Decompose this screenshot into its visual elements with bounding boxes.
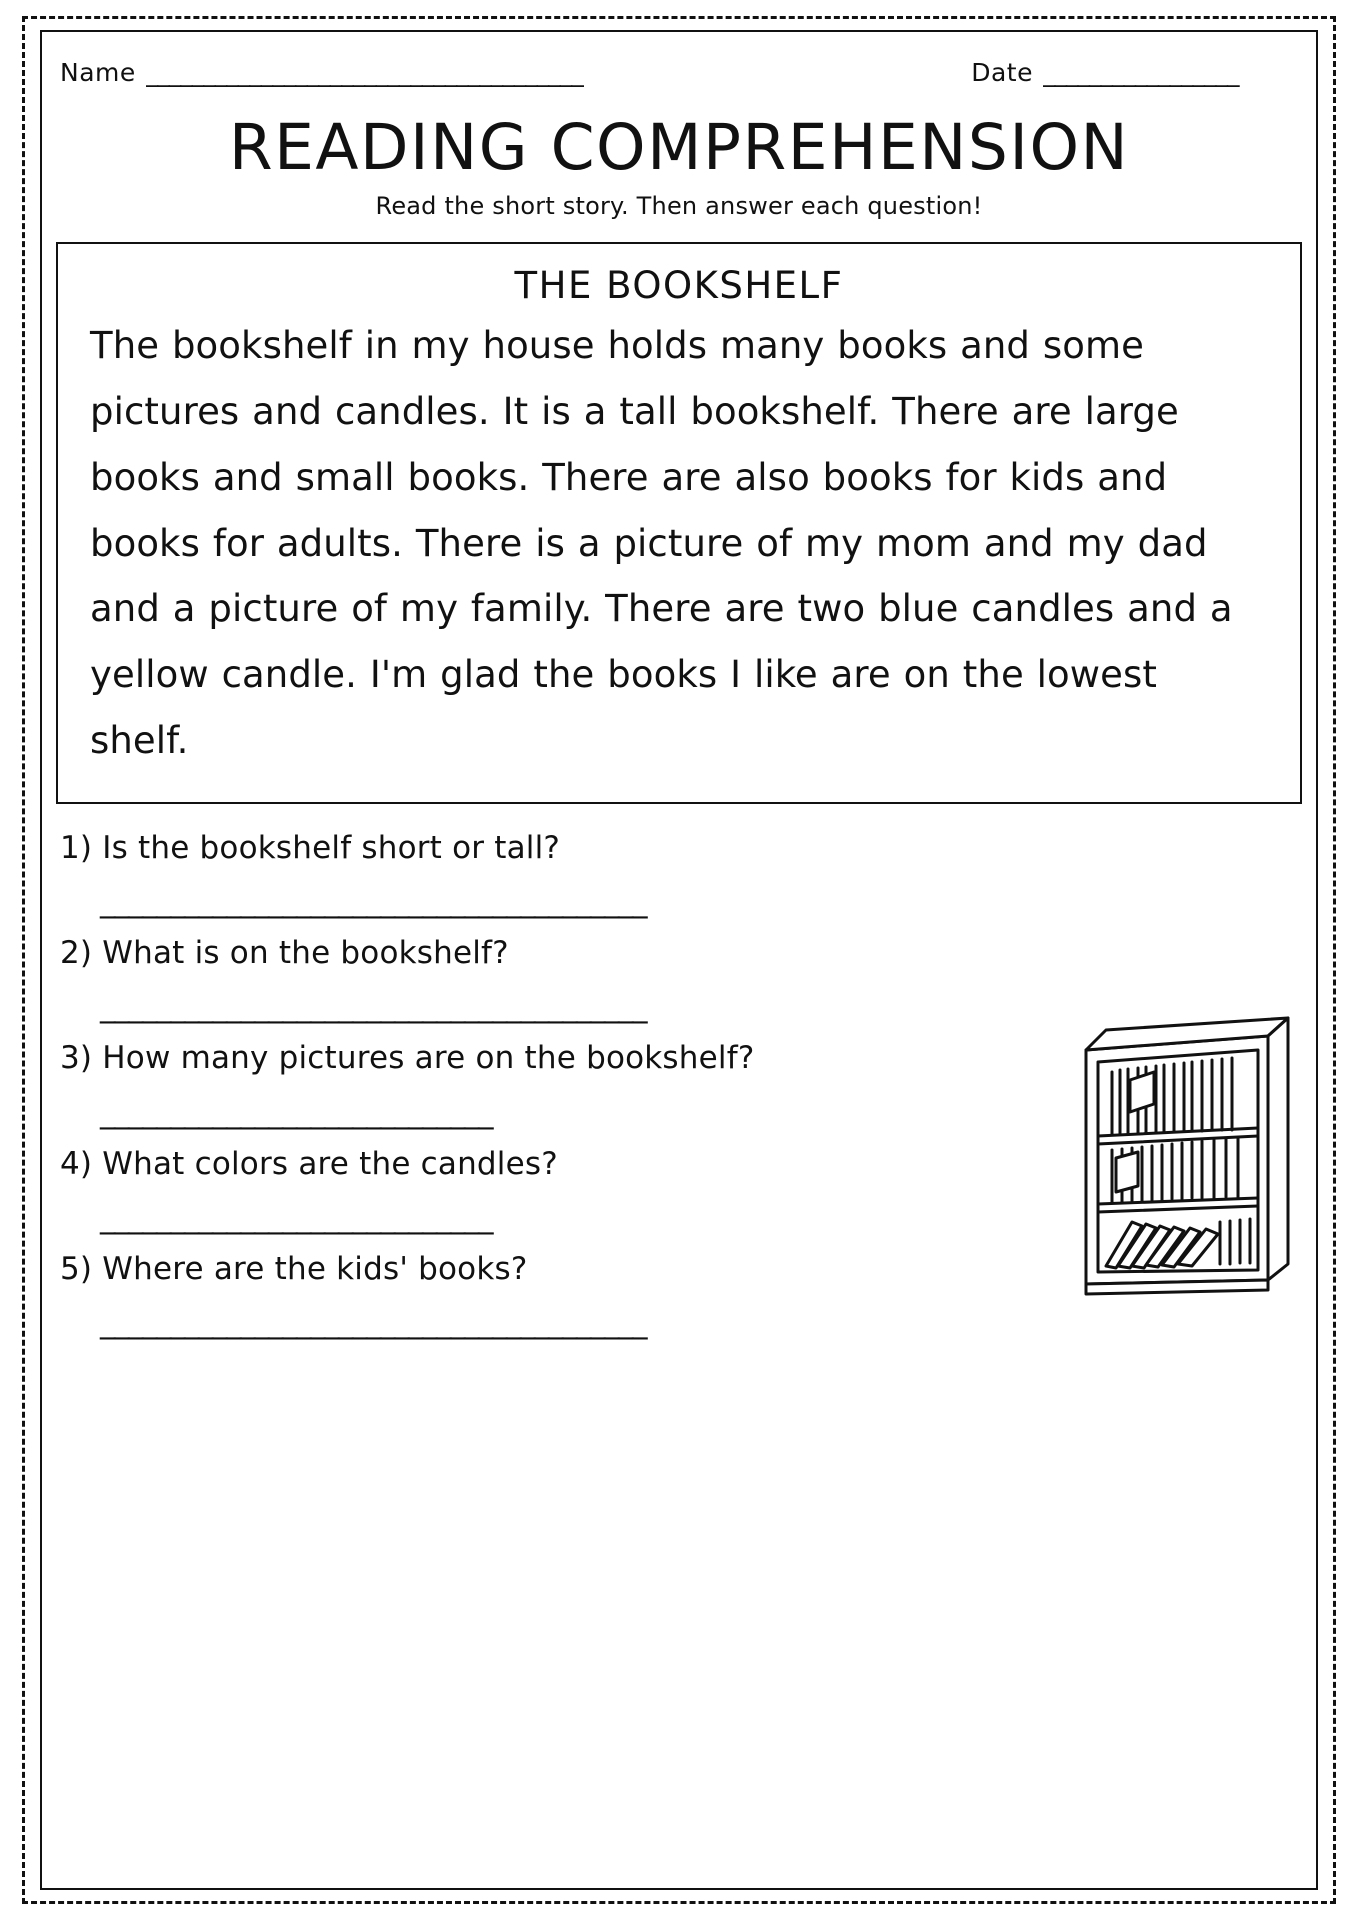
question-number: 5)	[60, 1250, 93, 1287]
question-number: 1)	[60, 830, 93, 867]
story-title: THE BOOKSHELF	[514, 264, 844, 307]
page-subtitle: Read the short story. Then answer each question!	[375, 192, 983, 220]
date-write-line[interactable]: _________________	[1043, 58, 1239, 87]
name-date-row	[56, 44, 1302, 87]
name-write-line[interactable]: ______________________________________	[145, 58, 583, 87]
question-text	[56, 830, 1302, 867]
question-label: Is the bookshelf short or tall?	[102, 830, 561, 867]
answer-line[interactable]: _______________________________________	[100, 1303, 646, 1340]
question-number: 3)	[60, 1040, 93, 1077]
answer-line[interactable]: ____________________________	[100, 1198, 492, 1235]
question-number: 4)	[60, 1145, 93, 1182]
date-field-group[interactable]	[971, 58, 1298, 87]
question-label: What colors are the candles?	[102, 1145, 558, 1182]
story-text: The bookshelf in my house holds many books and some pictures and candles. It is a tall bookshelf. There are large books and small books. There are also books for kids and books for adults. There is a picture of my mom and my dad and a picture of my family. There are two blue candles and a yellow candle. I'm glad the books I like are on the lowest shelf.	[90, 324, 1233, 763]
question-item	[56, 830, 1302, 919]
story-box	[56, 242, 1302, 804]
bookshelf-illustration	[1068, 1008, 1308, 1298]
name-field-group[interactable]	[60, 58, 766, 87]
answer-line[interactable]: _______________________________________	[100, 988, 646, 1025]
answer-line[interactable]: _______________________________________	[100, 883, 646, 920]
page-title: READING COMPREHENSION	[228, 111, 1130, 184]
question-text	[56, 935, 1302, 972]
question-label: What is on the bookshelf?	[102, 935, 509, 972]
question-label: Where are the kids' books?	[102, 1250, 528, 1287]
page-content	[56, 44, 1302, 1876]
question-number: 2)	[60, 935, 93, 972]
name-label: Name	[60, 58, 136, 87]
date-label: Date	[971, 58, 1033, 87]
answer-line[interactable]: ____________________________	[100, 1093, 492, 1130]
question-label: How many pictures are on the bookshelf?	[102, 1040, 755, 1077]
questions-list	[56, 830, 1302, 1340]
